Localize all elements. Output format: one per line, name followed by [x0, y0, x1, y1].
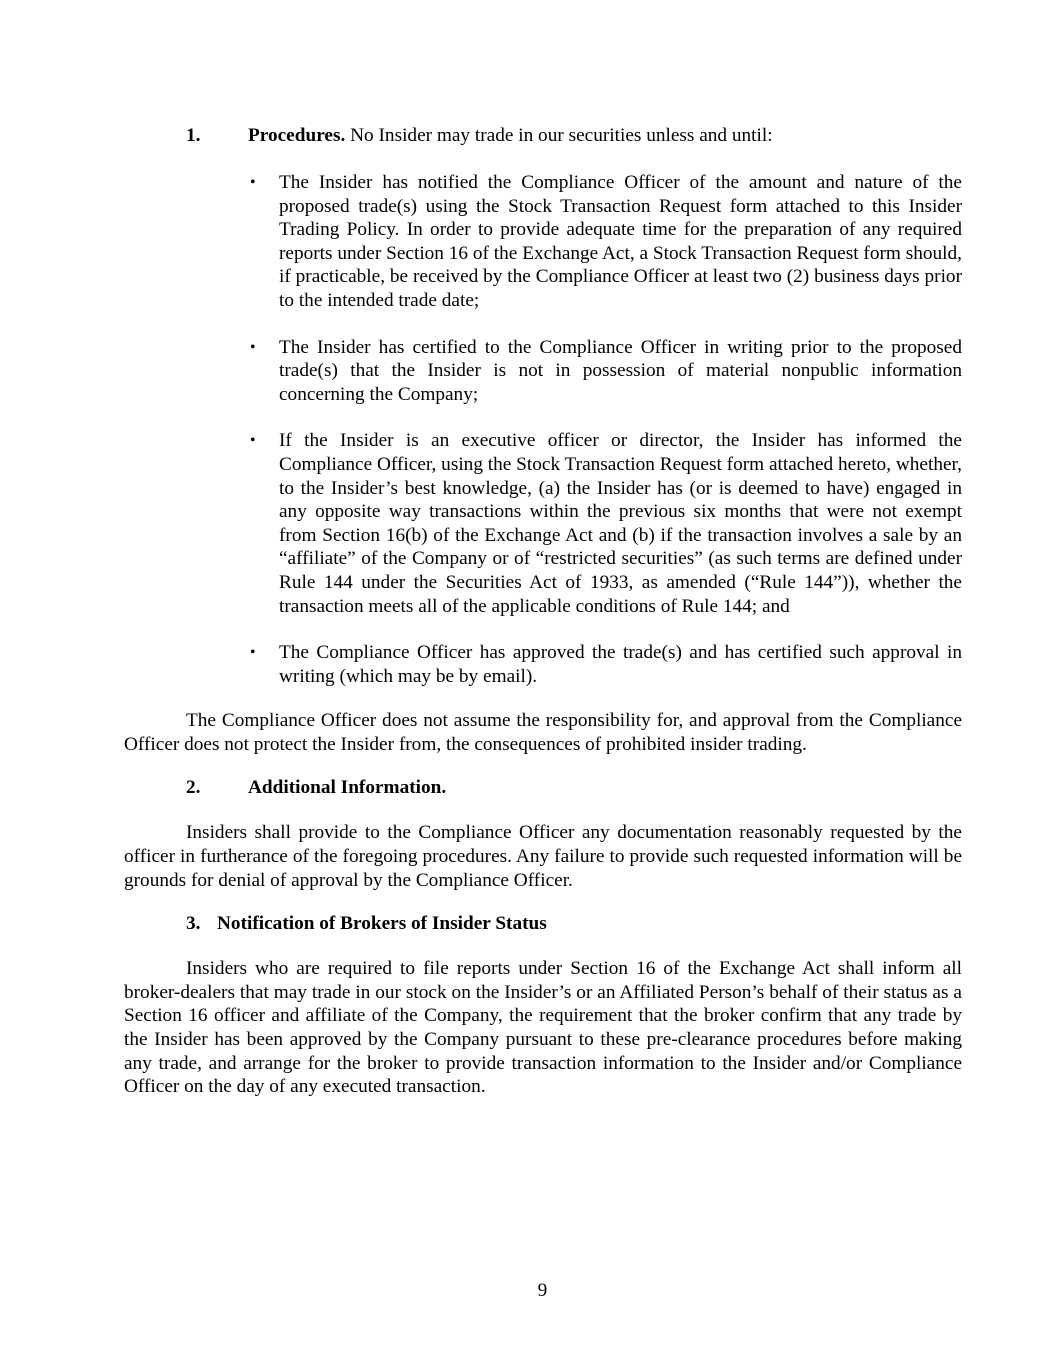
section-2-heading: [124, 776, 962, 800]
procedure-bullet-1: [250, 171, 962, 313]
procedure-bullet-3: [250, 429, 962, 618]
procedures-bullet-list: [124, 171, 962, 688]
bullet-icon: •: [250, 644, 256, 662]
document-page: [124, 124, 962, 1099]
procedure-bullet-4: [250, 641, 962, 688]
procedure-bullet-2: [250, 336, 962, 407]
section-2-title: Additional Information.: [248, 777, 447, 799]
bullet-icon: •: [250, 432, 256, 450]
section-3-title: Notification of Brokers of Insider Status: [217, 913, 547, 935]
section-1-intro: No Insider may trade in our securities unless and until:: [345, 125, 773, 146]
procedure-bullet-text: The Insider has notified the Compliance Officer of the amount and nature of the proposed trade(s) using the Stock Transaction Request form attached to this Insider Trading Policy. In order to provide adequate time for the preparation of any required reports under Section 16 of the Exchange Act, a Stock Transaction Request form should, if practicable, be received by the Compliance Officer at least two (2) business days prior to the intended trade date;: [279, 172, 962, 311]
section-1-closing-paragraph: The Compliance Officer does not assume the responsibility for, and approval from the Compliance Officer does not protect the Insider from, the consequences of prohibited insider trading.: [124, 710, 962, 755]
section-3-body: Insiders who are required to file reports under Section 16 of the Exchange Act shall inform all broker-dealers that may trade in our stock on the Insider’s or an Affiliated Person’s behalf of their status as a Section 16 officer and affiliate of the Company, the requirement that the broker confirm that any trade by the Insider has been approved by the Company pursuant to these pre-clearance procedures before making any trade, and arrange for the broker to provide transaction information to the Insider and/or Compliance Officer on the day of any executed transaction.: [124, 958, 962, 1098]
bullet-icon: •: [250, 174, 256, 191]
section-3-number: 3.: [186, 913, 201, 935]
bullet-icon: •: [250, 338, 256, 356]
section-1-number: 1.: [186, 125, 201, 146]
procedure-bullet-text: If the Insider is an executive officer or director, the Insider has informed the Compliance Officer, using the Stock Transaction Request form attached hereto, whether, to the Insider’s best knowledge, (a) the Insider has (or is deemed to have) engaged in any opposite way transactions within the previous six months that were not exempt from Section 16(b) of the Exchange Act and (b) if the transaction involves a sale by an “affiliate” of the Company or of “restricted securities” (as such terms are defined under Rule 144 under the Securities Act of 1933, as amended (“Rule 144”)), whether the transaction meets all of the applicable conditions of Rule 144; and: [279, 430, 962, 617]
section-1-heading: [124, 124, 962, 148]
page-number: 9: [537, 1280, 548, 1301]
procedure-bullet-text: The Compliance Officer has approved the trade(s) and has certified such approval in writing (which may be by email).: [279, 642, 962, 687]
section-1-title: Procedures.: [248, 125, 346, 146]
procedure-bullet-text: The Insider has certified to the Compliance Officer in writing prior to the proposed trade(s) that the Insider is not in possession of material nonpublic information concerning the Company;: [279, 336, 962, 405]
section-2-number: 2.: [186, 777, 201, 799]
section-3-heading: [124, 912, 962, 936]
section-2-body: Insiders shall provide to the Compliance Officer any documentation reasonably requested by the officer in furtherance of the foregoing procedures. Any failure to provide such requested information will be grounds for denial of approval by the Compliance Officer.: [124, 822, 962, 891]
